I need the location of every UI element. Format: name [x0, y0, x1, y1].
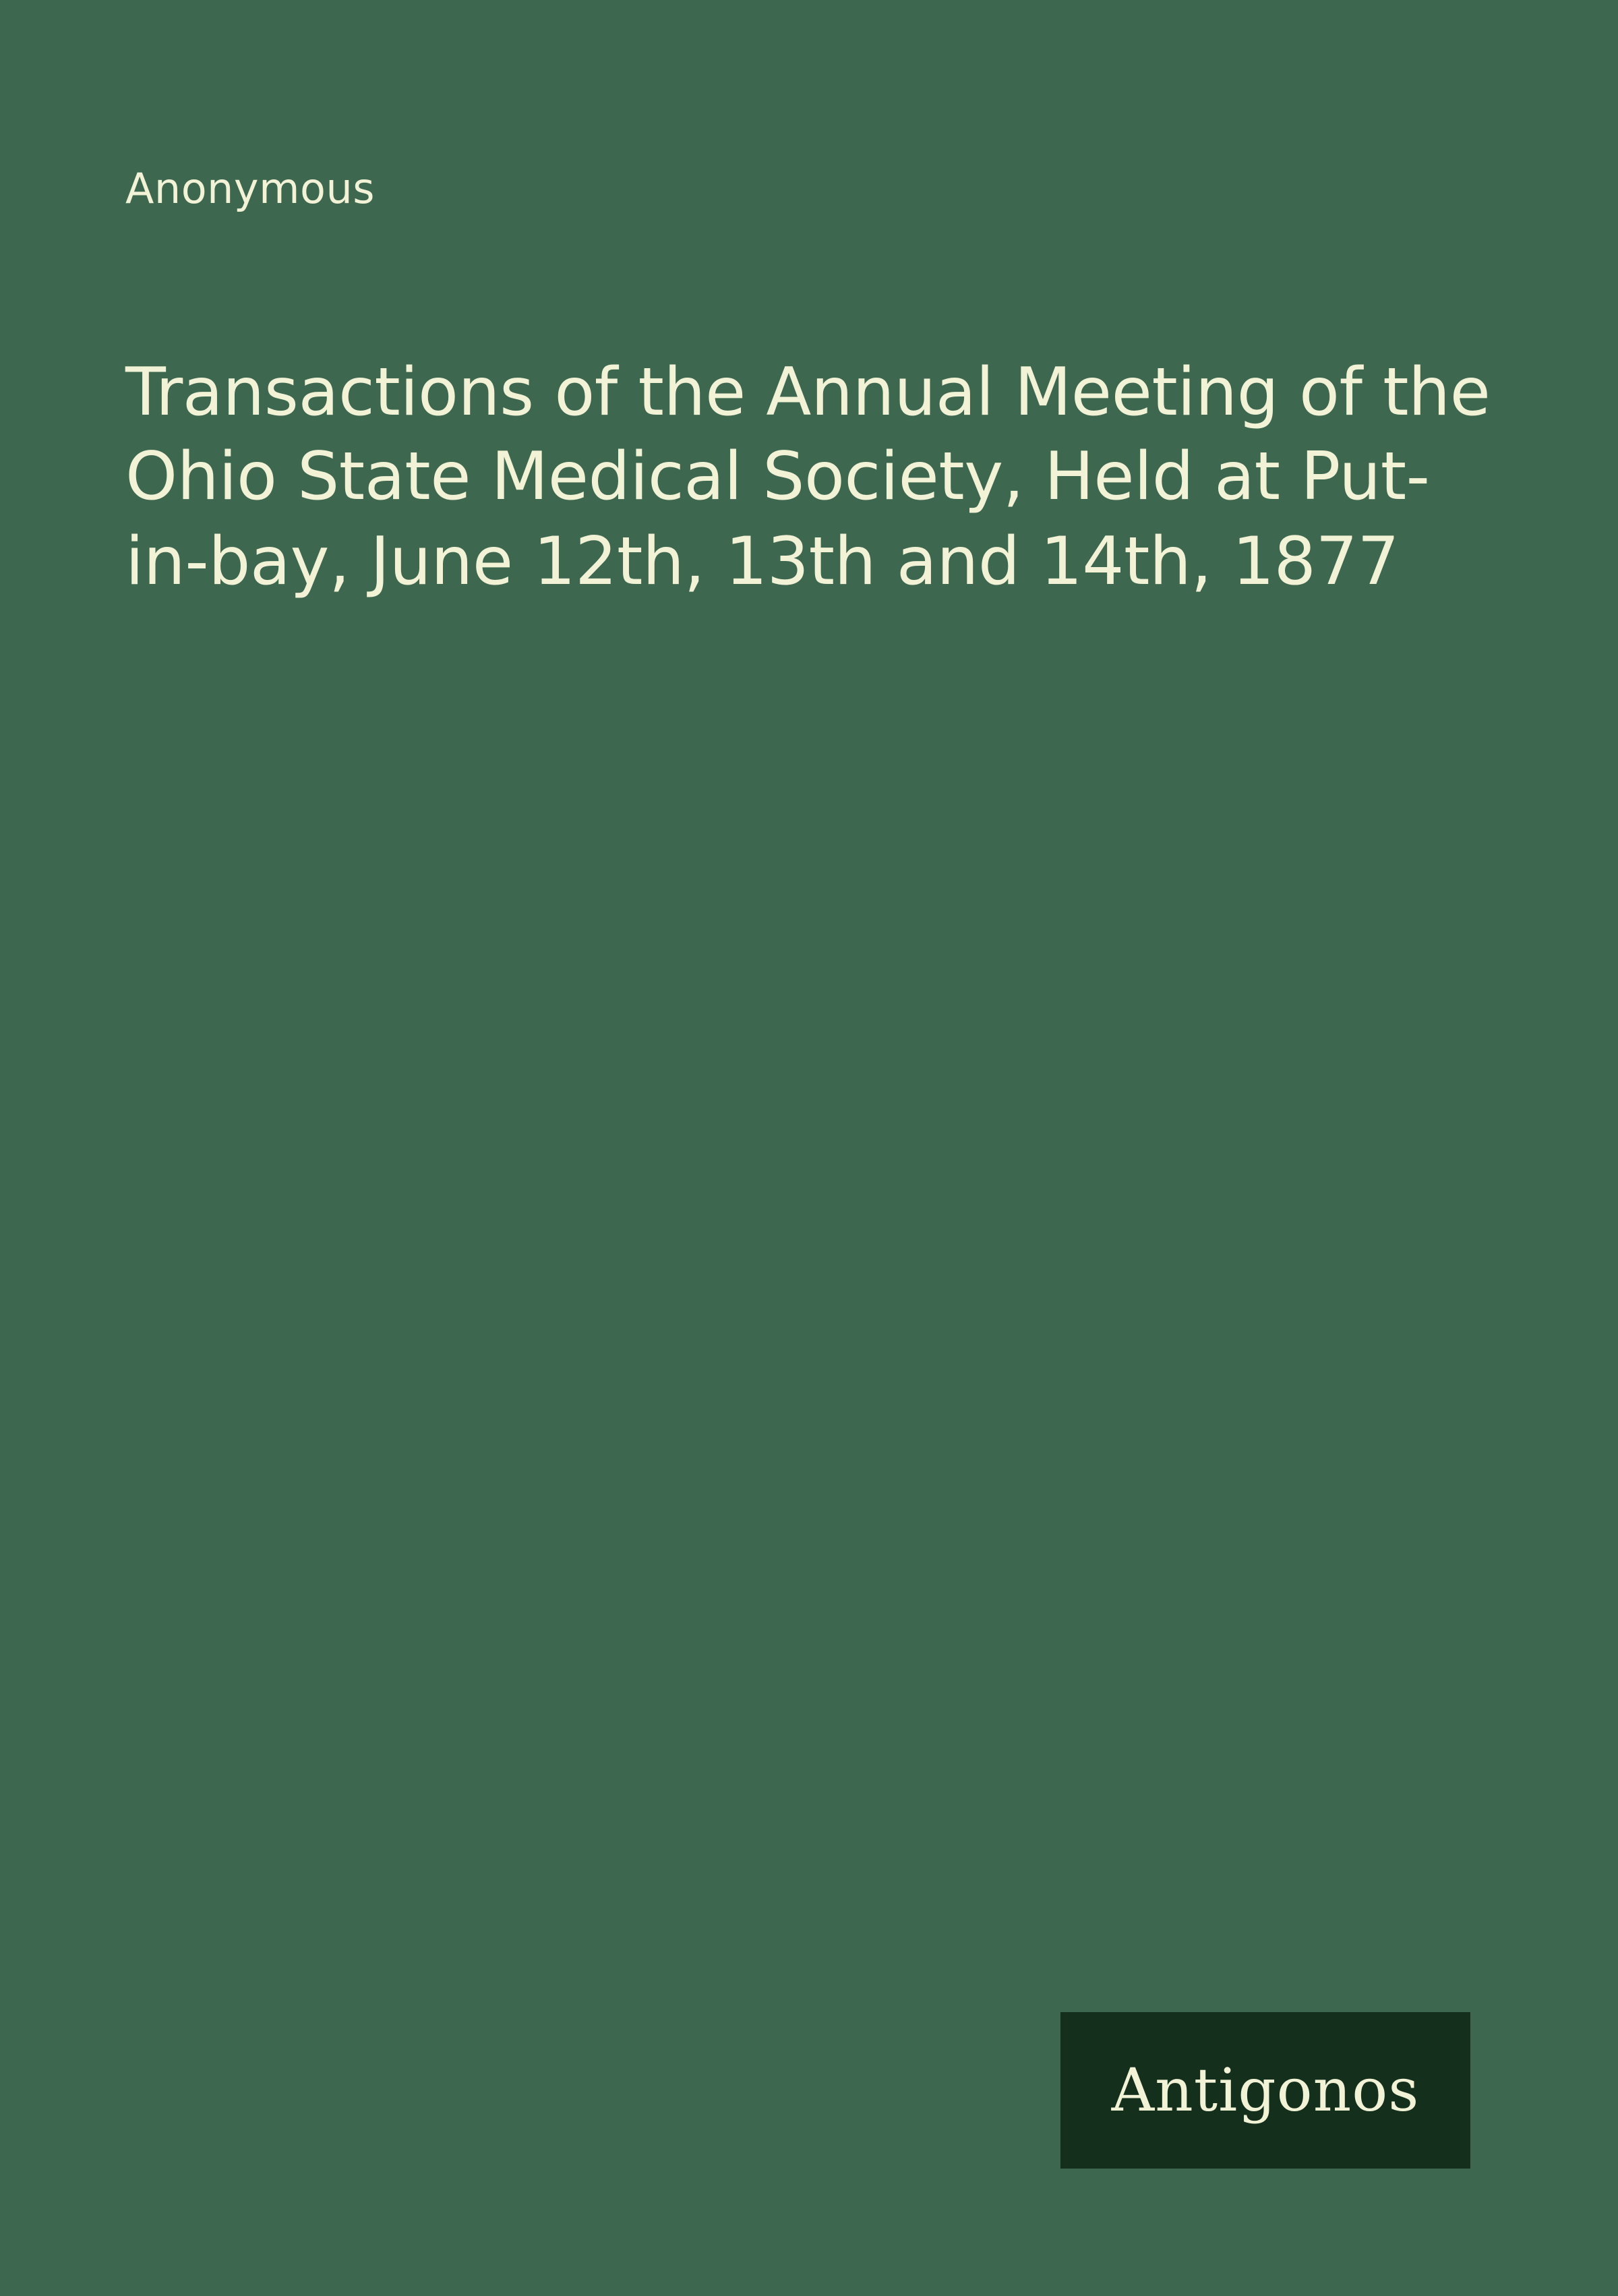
book-title: Transactions of the Annual Meeting of the Ohio State Medical Society, Held at Put-in-bay, June 12th, 13th and 14th, 1877 [125, 354, 1491, 600]
publisher-name: Antigonos [1111, 2055, 1420, 2125]
author-name: Anonymous [125, 164, 376, 213]
publisher-badge [1060, 2012, 1470, 2169]
